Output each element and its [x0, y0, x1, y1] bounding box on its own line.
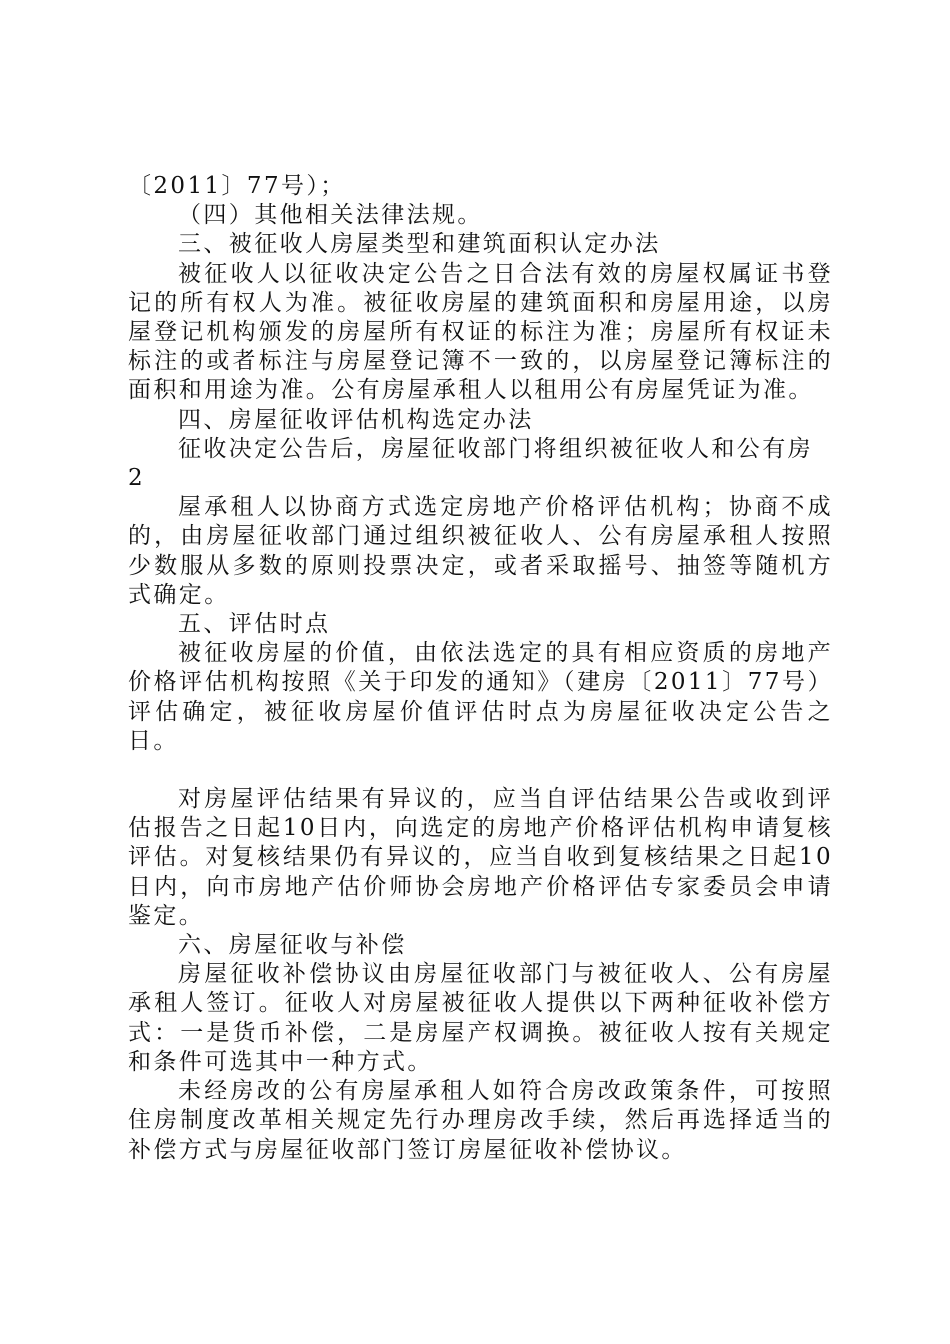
paragraph-objection-review: 对房屋评估结果有异议的，应当自评估结果公告或收到评估报告之日起10日内，向选定的房地产价格评估机构申请复核评估。对复核结果仍有异议的，应当自收到复核结果之日起10日内，向市房地产估价师协会房地产价格评估专家委员会申请鉴定。 — [128, 786, 833, 929]
paragraph-citation-tail: 〔2011〕77号）； — [128, 173, 346, 199]
paragraph-compensation-agreement: 房屋征收补偿协议由房屋征收部门与被征收人、公有房屋承租人签订。征收人对房屋被征收人提供以下两种征收补偿方式：一是货币补偿，二是房屋产权调换。被征收人按有关规定和条件可选其中一种方式。 — [128, 961, 833, 1075]
blank-line — [128, 756, 833, 785]
paragraph-selection-part1: 征收决定公告后，房屋征收部门将组织被征收人和公有房 — [178, 435, 813, 462]
paragraph-housing-reform: 未经房改的公有房屋承租人如符合房改政策条件，可按照住房制度改革相关规定先行办理房改手续，然后再选择适当的补偿方式与房屋征收部门签订房屋征收补偿协议。 — [128, 1078, 833, 1163]
section-heading-5: 五、评估时点 — [178, 611, 331, 638]
document-body — [128, 172, 833, 1165]
section-heading-4: 四、房屋征收评估机构选定办法 — [178, 406, 534, 433]
page-number: 2 — [128, 465, 146, 492]
paragraph-selection-part2: 屋承租人以协商方式选定房地产价格评估机构；协商不成的，由房屋征收部门通过组织被征收人、公有房屋承租人按照少数服从多数的原则投票决定，或者采取摇号、抽签等随机方式确定。 — [128, 494, 833, 608]
section-heading-6: 六、房屋征收与补偿 — [178, 932, 407, 959]
paragraph-other-laws: （四）其他相关法律法规。 — [178, 202, 483, 229]
paragraph-ownership-area: 被征收人以征收决定公告之日合法有效的房屋权属证书登记的所有权人为准。被征收房屋的建筑面积和房屋用途，以房屋登记机构颁发的房屋所有权证的标注为准；房屋所有权证未标注的或者标注与房屋登记簿不一致的，以房屋登记簿标注的面积和用途为准。公有房屋承租人以租用公有房屋凭证为准。 — [128, 260, 833, 404]
paragraph-valuation-date: 被征收房屋的价值，由依法选定的具有相应资质的房地产价格评估机构按照《关于印发的通知》（建房〔2011〕77号）评估确定，被征收房屋价值评估时点为房屋征收决定公告之日。 — [128, 640, 833, 754]
section-heading-3: 三、被征收人房屋类型和建筑面积认定办法 — [178, 231, 661, 258]
